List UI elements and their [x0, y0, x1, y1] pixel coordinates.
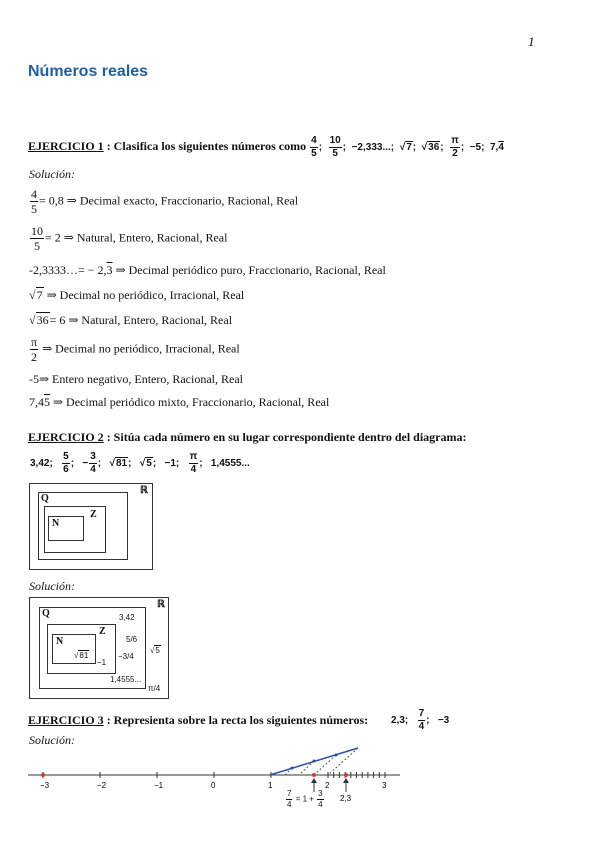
placed-minus-3-4: −3/4: [118, 652, 134, 661]
tick-label-0: 0: [211, 781, 216, 790]
tick-label-1: 1: [268, 781, 273, 790]
solution-line-7: -5⇒ Entero negativo, Entero, Racional, Real: [29, 372, 243, 386]
solution-line-4: √7 ⇒ Decimal no periódico, Irracional, Real: [29, 288, 245, 302]
solution-line-6: $\frac{\pi}{2}$ ⇒ Decimal no periódico, Irracional, Real: [31, 335, 240, 364]
arrow-head-2-3: [343, 778, 349, 783]
division-point-1: [291, 767, 294, 770]
page-number: 1: [528, 34, 535, 49]
placed-minus-1: −1: [97, 658, 107, 667]
exercise-3-numbers: 2,3; $\frac{7}{4}$ ; −3: [391, 708, 450, 732]
tick-label--2: −2: [97, 781, 107, 790]
solved-set-N-label: N: [56, 636, 64, 647]
annotation-7-4-equation: $\frac{7}{4}$ = 1 + $\frac{3}{4}$: [287, 789, 323, 809]
exercise-2-numbers: 3,42; $\frac{5}{6}$ ; − $\frac{3}{4}$ ; √81; √5; −1; $\frac{\pi}{4}$ ; 1,4555...: [30, 451, 250, 475]
division-point-2: [313, 760, 316, 763]
exercise-1-numbers: $\frac{4}{5}$ ; $\frac{10}{5}$ ; −2,333...; √7; √36; $\frac{\pi}{2}$ ; −5; 7,4: [311, 135, 504, 159]
page-title: Números reales: [28, 63, 149, 80]
exercise-3-label: EJERCICIO 3: [28, 713, 104, 727]
solved-set-Z-label: Z: [99, 626, 106, 637]
label-2-3: 2,3: [340, 794, 352, 803]
exercise-1-solution-label: Solución:: [29, 167, 75, 181]
placed-5-6: 5/6: [126, 635, 138, 644]
solution-line-5: √36= 6 ⇒ Natural, Entero, Racional, Real: [29, 313, 233, 327]
set-N-label: N: [52, 518, 60, 529]
placed-pi-4: π/4: [148, 684, 161, 693]
placed-sqrt-81: √81: [74, 651, 89, 660]
exercise-1-text: : Clasifica los siguientes números como: [106, 139, 307, 154]
axis-tick-labels: [40, 781, 387, 790]
division-point-3: [335, 754, 338, 757]
solved-set-Q-label: Q: [42, 608, 50, 619]
set-Q-label: Q: [41, 493, 49, 504]
exercise-2-text: : Sitúa cada número en su lugar correspondiente dentro del diagrama:: [106, 430, 467, 444]
exercise-1-label: EJERCICIO 1: [28, 139, 104, 154]
exercise-3-heading: [28, 713, 368, 728]
exercise-2-label: EJERCICIO 2: [28, 430, 104, 444]
point-minus-3: [41, 773, 45, 777]
exercise-2-heading: [28, 430, 466, 445]
solved-set-R-label: ℝ: [157, 599, 165, 610]
exercise-1-heading: [28, 136, 504, 159]
exercise-3-text: : Represienta sobre la recta los siguientes números:: [106, 713, 369, 727]
placed-1-4555: 1,4555...: [110, 675, 142, 684]
solution-line-3: -2,3333…= − 2,3 ⇒ Decimal periódico puro, Fraccionario, Racional, Real: [29, 263, 386, 277]
placed-3-42: 3,42: [119, 613, 135, 622]
exercise-2-solution-label: Solución:: [29, 579, 75, 593]
tick-label-2: 2: [325, 781, 330, 790]
set-R-label: ℝ: [140, 485, 148, 496]
arrow-head-7-4: [311, 778, 317, 783]
exercise-3-solution-label: Solución:: [29, 733, 75, 747]
point-7-4: [312, 773, 316, 777]
solution-line-1: $\frac{4}{5}$ = 0,8 ⇒ Decimal exacto, Fraccionario, Racional, Real: [31, 187, 299, 216]
solution-line-2: $\frac{10}{5}$ = 2 ⇒ Natural, Entero, Racional, Real: [31, 224, 228, 253]
set-Z-label: Z: [90, 509, 97, 520]
point-2-3: [344, 773, 348, 777]
solution-line-8: 7,45 ⇒ Decimal periódico mixto, Fraccionario, Racional, Real: [29, 395, 330, 409]
tick-label--3: −3: [40, 781, 50, 790]
tick-label--1: −1: [154, 781, 164, 790]
placed-sqrt-5: √5: [150, 646, 160, 655]
tick-label-3: 3: [382, 781, 387, 790]
